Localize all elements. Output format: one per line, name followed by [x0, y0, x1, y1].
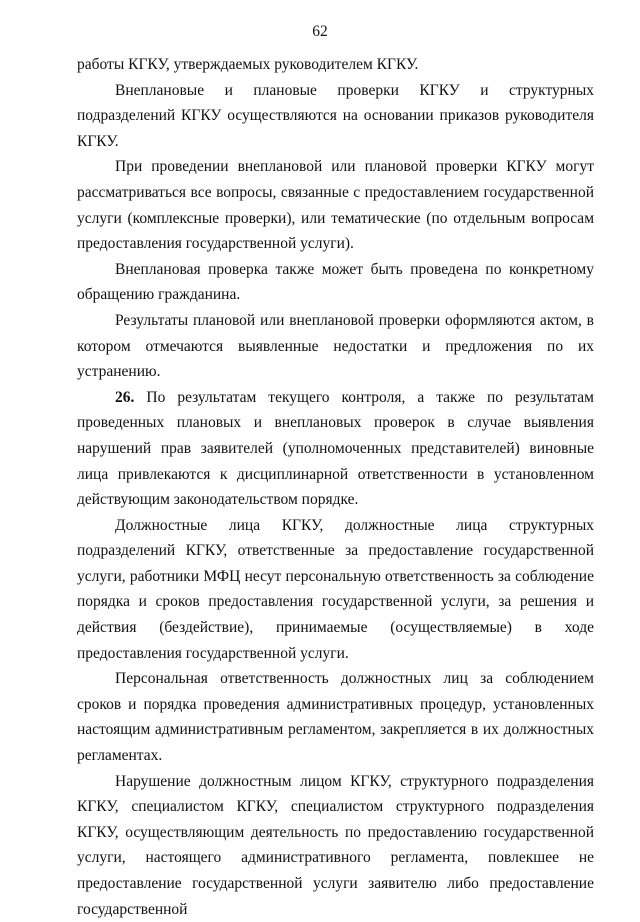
paragraph-unscheduled-inspection: Внеплановая проверка также может быть проведена по конкретному обращению гражданина.	[77, 260, 594, 304]
paragraph-officials-responsibility: Должностные лица КГКУ, должностные лица структурных подразделений КГКУ, ответственные за предоставление государственной услуги, работники МФЦ несут персональную ответственность за соблюдение порядка и сроков предоставления государственной услуги, за решения и действия (бездействие), принимаемые (осуществляемые) в ходе предоставления государственной услуги.	[77, 516, 594, 662]
paragraph-continuation: работы КГКУ, утверждаемых руководителем КГКУ.	[77, 56, 419, 73]
paragraph-violation: Нарушение должностным лицом КГКУ, структурного подразделения КГКУ, специалистом КГКУ, специалистом структурного подразделения КГКУ, осуществляющим деятельность по предоставлению государственной услуги, настоящего административного регламента, повлекшее не предоставление государственной услуги заявителю либо предоставление государственной	[77, 772, 594, 918]
paragraph-personal-responsibility: Персональная ответственность должностных лиц за соблюдением сроков и порядка проведения административных процедур, установленных настоящим административным регламентом, закрепляется в их должностных регламентах.	[77, 670, 594, 765]
section-26-text: По результатам текущего контроля, а также по результатам проведенных плановых и внеплановых проверок в случае выявления нарушений прав заявителей (уполномоченных представителей) виновные лица привлекаются к дисциплинарной ответственности в установленном действующим законодательством порядке.	[77, 388, 594, 509]
paragraph-inspection-scope: При проведении внеплановой или плановой проверки КГКУ могут рассматриваться все вопросы, связанные с предоставлением государственной услуги (комплексные проверки), или тематические (по отдельным вопросам предоставления государственной услуги).	[77, 158, 594, 253]
paragraph-section-26	[77, 385, 594, 513]
page-number: 62	[312, 23, 328, 40]
paragraph-inspections-basis: Внеплановые и плановые проверки КГКУ и структурных подразделений КГКУ осуществляются на основании приказов руководителя КГКУ.	[77, 81, 594, 150]
paragraph-inspection-results: Результаты плановой или внеплановой проверки оформляются актом, в котором отмечаются выявленные недостатки и предложения по их устранению.	[77, 311, 594, 381]
document-body	[77, 52, 594, 922]
section-number: 26.	[115, 388, 135, 406]
